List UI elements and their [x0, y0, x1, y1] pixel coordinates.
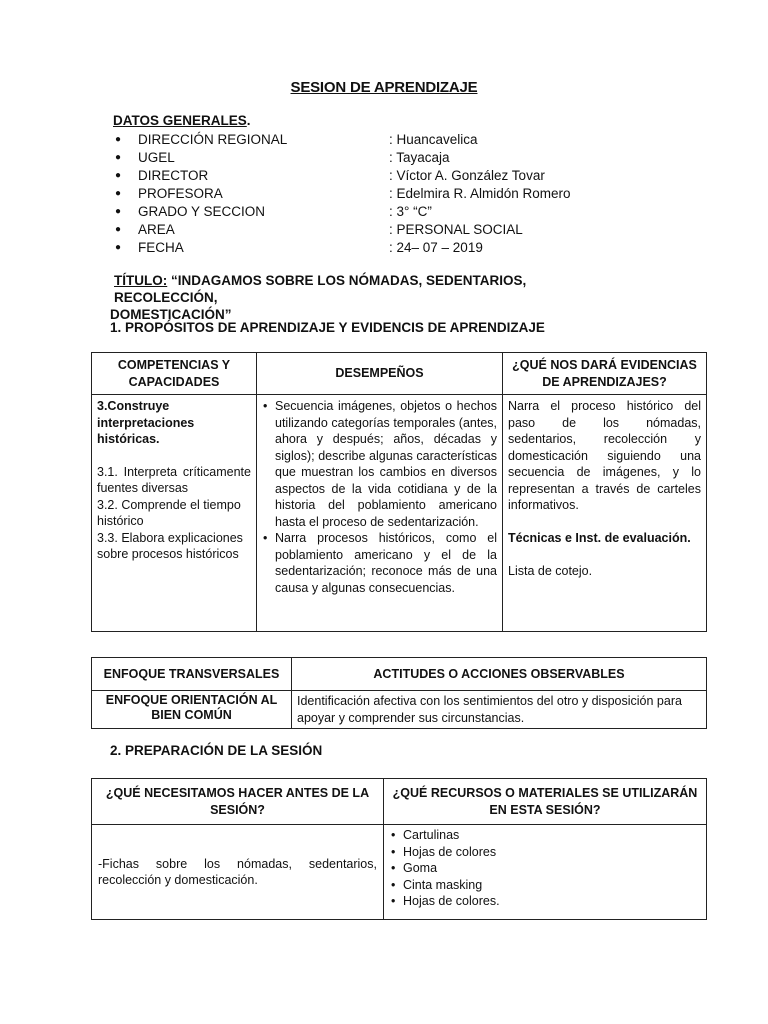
datos-row	[113, 167, 633, 185]
section-2-heading: 2. PREPARACIÓN DE LA SESIÓN	[110, 743, 323, 758]
datos-row	[113, 149, 633, 167]
datos-value: : Tayacaja	[389, 150, 450, 165]
header-desempenos: DESEMPEÑOS	[257, 353, 503, 395]
table-row	[92, 825, 707, 920]
datos-label: DIRECTOR	[138, 168, 209, 183]
datos-value: : 3° “C”	[389, 204, 432, 219]
bullet-icon: ●	[115, 188, 122, 199]
instrumento-text: Lista de cotejo.	[508, 564, 593, 578]
competencias-cell	[92, 395, 257, 632]
header-enfoque: ENFOQUE TRANSVERSALES	[92, 658, 292, 691]
datos-generales-heading	[113, 113, 251, 128]
evidencia-text: Narra el proceso histórico del paso de los nómadas, sedentarios, recolección y domesticación siguiendo una secuencia de imágenes, y lo representan a través de carteles informativos.	[508, 399, 701, 512]
header-competencias: COMPETENCIAS Y CAPACIDADES	[92, 353, 257, 395]
capacidad-item: 3.3. Elabora explicaciones sobre procesos históricos	[97, 530, 243, 561]
datos-label: UGEL	[138, 150, 175, 165]
datos-label: AREA	[138, 222, 175, 237]
header-antes: ¿QUÉ NECESITAMOS HACER ANTES DE LA SESIÓN?	[92, 779, 384, 825]
section-1-heading: 1. PROPÓSITOS DE APRENDIZAJE Y EVIDENCIS DE APRENDIZAJE	[110, 320, 545, 335]
capacidad-item: 3.1. Interpreta críticamente fuentes diversas	[97, 464, 251, 495]
list-item: • Secuencia imágenes, objetos o hechos utilizando categorías temporales (antes, ahora y después; años, décadas y siglos); describe algunas características que muestran los cambios en diversos aspectos de la vida cotidiana y de la historia del poblamiento americano hasta el proceso de sedentarización.	[262, 398, 497, 530]
list-item: • Goma	[390, 860, 700, 877]
datos-row	[113, 203, 633, 221]
datos-row	[113, 239, 633, 257]
datos-generales-heading-text: DATOS GENERALES	[113, 113, 247, 128]
datos-row	[113, 185, 633, 203]
session-title	[110, 272, 630, 323]
session-title-text: “INDAGAMOS SOBRE LOS NÓMADAS, SEDENTARIOS, RECOLECCIÓN,	[114, 273, 527, 305]
capacidad-item: 3.2. Comprende el tiempo histórico	[97, 497, 241, 528]
list-item: • Narra procesos históricos, como el poblamiento americano y el de la sedentarización; reconoce más de una causa y algunas consecuencias.	[262, 530, 497, 596]
datos-label: PROFESORA	[138, 186, 223, 201]
competencia-title: 3.Construye interpretaciones históricas.	[97, 399, 195, 446]
session-title-label: TÍTULO:	[114, 273, 168, 288]
desempenos-cell	[257, 395, 503, 632]
document-title: SESION DE APRENDIZAJE	[290, 79, 478, 96]
session-title-line-1	[110, 272, 630, 306]
bullet-icon: ●	[115, 134, 122, 145]
bullet-icon: ●	[115, 224, 122, 235]
datos-value: : Víctor A. González Tovar	[389, 168, 545, 183]
header-recursos: ¿QUÉ RECURSOS O MATERIALES SE UTILIZARÁN EN ESTA SESIÓN?	[384, 779, 707, 825]
tecnicas-label: Técnicas e Inst. de evaluación.	[508, 530, 691, 545]
list-item: • Hojas de colores.	[390, 893, 700, 910]
datos-value: : Edelmira R. Almidón Romero	[389, 186, 571, 201]
bullet-icon: ●	[115, 170, 122, 181]
materiales-list	[390, 827, 700, 910]
bullet-icon: ●	[115, 242, 122, 253]
table-header-row	[92, 353, 707, 395]
table-header-row	[92, 658, 707, 691]
enfoque-table	[91, 657, 707, 729]
table-header-row	[92, 779, 707, 825]
bullet-icon: ●	[115, 206, 122, 217]
table-row	[92, 395, 707, 632]
datos-value: : 24– 07 – 2019	[389, 240, 483, 255]
preparacion-table	[91, 778, 707, 920]
datos-label: GRADO Y SECCION	[138, 204, 266, 219]
datos-label: DIRECCIÓN REGIONAL	[138, 132, 288, 147]
header-actitudes: ACTITUDES O ACCIONES OBSERVABLES	[292, 658, 707, 691]
datos-generales-heading-suffix: .	[246, 113, 251, 128]
enfoque-name: ENFOQUE ORIENTACIÓN AL BIEN COMÚN	[92, 691, 292, 729]
list-item: • Cartulinas	[390, 827, 700, 844]
header-evidencias: ¿QUÉ NOS DARÁ EVIDENCIAS DE APRENDIZAJES?	[503, 353, 707, 395]
list-item: • Cinta masking	[390, 877, 700, 894]
datos-value: : Huancavelica	[389, 132, 478, 147]
datos-row	[113, 131, 633, 149]
bullet-icon: ●	[115, 152, 122, 163]
materiales-cell	[384, 825, 707, 920]
datos-generales-list	[113, 131, 633, 257]
desempenos-list	[262, 398, 497, 596]
session-title-line-2: DOMESTICACIÓN”	[110, 307, 232, 322]
enfoque-actitud: Identificación afectiva con los sentimientos del otro y disposición para apoyar y comprender sus circunstancias.	[292, 691, 707, 729]
evidencias-cell	[503, 395, 707, 632]
datos-label: FECHA	[138, 240, 184, 255]
datos-value: : PERSONAL SOCIAL	[389, 222, 523, 237]
list-item: • Hojas de colores	[390, 844, 700, 861]
table-row	[92, 691, 707, 729]
propositos-table	[91, 352, 707, 632]
datos-row	[113, 221, 633, 239]
antes-cell: -Fichas sobre los nómadas, sedentarios, recolección y domesticación.	[92, 825, 384, 920]
